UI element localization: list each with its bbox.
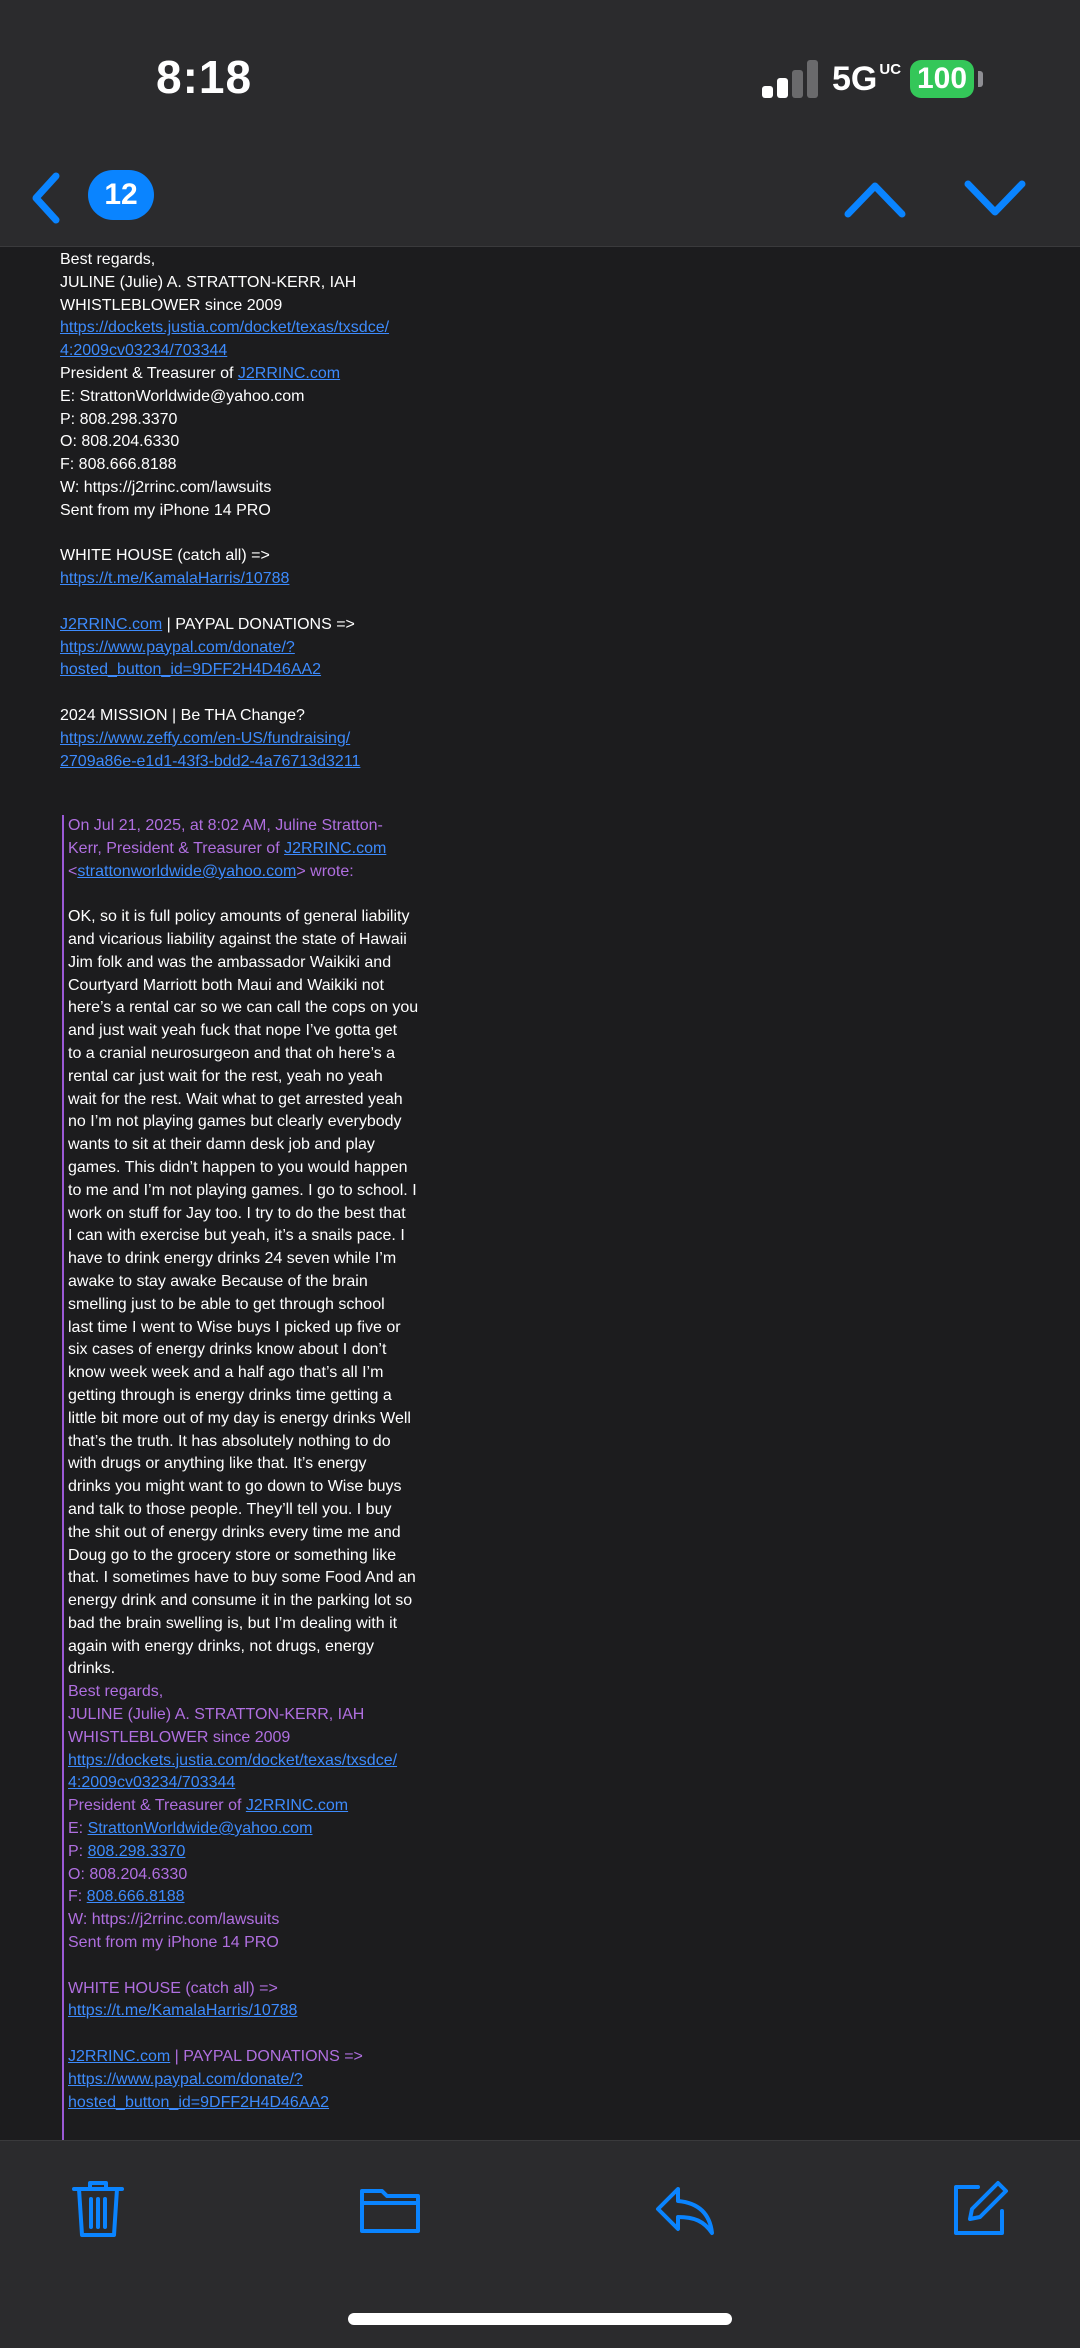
quote-line: again with energy drinks, not drugs, energy	[68, 1637, 374, 1655]
company-link[interactable]: J2RRINC.com	[237, 364, 341, 382]
quote-line: OK, so it is full policy amounts of general liability	[68, 908, 410, 926]
qsig-phone: P: 808.298.3370	[68, 1842, 186, 1860]
sig-web: W: https://j2rrinc.com/lawsuits	[60, 478, 272, 496]
quote-phone-link[interactable]: 808.298.3370	[87, 1842, 186, 1860]
qsig-paypal: J2RRINC.com | PAYPAL DONATIONS =>	[68, 2048, 363, 2066]
message-count-badge[interactable]: 12	[88, 170, 154, 220]
quote-line: wait for the rest. Wait what to get arrested yeah	[68, 1090, 403, 1108]
message-body[interactable]	[0, 247, 1080, 2140]
previous-message-icon[interactable]	[842, 174, 908, 222]
mission-label: 2024 MISSION | Be THA Change?	[60, 706, 305, 724]
quote-docket-link[interactable]: https://dockets.justia.com/docket/texas/txsdce/ 4:2009cv03234/703344	[68, 1751, 398, 1792]
status-time: 8:18	[156, 51, 253, 103]
quote-line: no I’m not playing games but clearly everybody	[68, 1113, 402, 1131]
quote-line: Jim folk and was the ambassador Waikiki and	[68, 953, 392, 971]
status-bar	[0, 0, 1080, 150]
qsig-office: O: 808.204.6330	[68, 1865, 188, 1883]
quote-line: drinks.	[68, 1660, 116, 1678]
mail-nav-bar	[0, 150, 1080, 247]
quote-fax-link[interactable]: 808.666.8188	[86, 1888, 185, 1906]
quote-line: getting through is energy drinks time getting a	[68, 1386, 392, 1404]
quote-line: rental car just wait for the rest, yeah no yeah	[68, 1067, 383, 1085]
qsig-president: President & Treasurer of J2RRINC.com	[68, 1797, 349, 1815]
quote-line: and talk to those people. They’ll tell you. I buy	[68, 1500, 392, 1518]
quote-line: Courtyard Marriott both Maui and Waikiki not	[68, 976, 384, 994]
quote-signature	[68, 1681, 446, 2160]
quote-line: know week week and a half ago that’s all I’m	[68, 1364, 384, 1382]
qsig-fax: F: 808.666.8188	[68, 1888, 185, 1906]
quote-line: and just wait yeah fuck that nope I’ve gotta get	[68, 1022, 398, 1040]
quote-line: work on stuff for Jay too. I try to do the best that	[68, 1204, 406, 1222]
docket-link[interactable]: https://dockets.justia.com/docket/texas/txsdce/ 4:2009cv03234/703344	[60, 319, 390, 360]
qsig-white-house: WHITE HOUSE (catch all) =>	[68, 1979, 278, 1997]
quote-company-link-2[interactable]: J2RRINC.com	[245, 1797, 349, 1815]
quote-email-link[interactable]: strattonworldwide@yahoo.com	[77, 862, 297, 880]
sig-regards: Best regards,	[60, 251, 156, 268]
qsig-regards: Best regards,	[68, 1683, 164, 1701]
quote-line: have to drink energy drinks 24 seven while I’m	[68, 1250, 397, 1268]
quote-line: drinks you might want to go down to Wise buys	[68, 1478, 402, 1496]
qsig-title: WHISTLEBLOWER since 2009	[68, 1728, 291, 1746]
sig-fax: F: 808.666.8188	[60, 456, 177, 474]
quote-company-link-3[interactable]: J2RRINC.com	[68, 2048, 171, 2066]
paypal-link[interactable]: https://www.paypal.com/donate/? hosted_button_id=9DFF2H4D46AA2	[60, 638, 322, 679]
telegram-link[interactable]: https://t.me/KamalaHarris/10788	[60, 570, 290, 588]
quote-header-line1: On Jul 21, 2025, at 8:02 AM, Juline Stratton-	[68, 817, 383, 834]
quote-line: last time I went to Wise buys I picked up five or	[68, 1318, 401, 1336]
compose-icon[interactable]	[948, 2177, 1012, 2241]
qsig-email: E: StrattonWorldwide@yahoo.com	[68, 1820, 313, 1838]
network-type: 5G $^{UC}$	[832, 60, 902, 98]
sig-sent: Sent from my iPhone 14 PRO	[60, 501, 271, 519]
quote-company-link[interactable]: J2RRINC.com	[284, 839, 387, 857]
quote-line: smelling just to be able to get through school	[68, 1295, 385, 1313]
quote-header-line3: <strattonworldwide@yahoo.com> wrote:	[68, 862, 354, 880]
quote-line: little bit more out of my day is energy drinks Well	[68, 1409, 411, 1427]
cellular-signal-icon	[762, 60, 820, 98]
qsig-name: JULINE (Julie) A. STRATTON-KERR, IAH	[68, 1706, 365, 1724]
quote-line: six cases of energy drinks know about I don’t	[68, 1341, 387, 1359]
quoted-message	[62, 815, 446, 2160]
quote-line: I can with exercise but yeah, it’s a snails pace. I	[68, 1227, 405, 1245]
qsig-web: W: https://j2rrinc.com/lawsuits	[68, 1911, 280, 1929]
quote-sig-email-link[interactable]: StrattonWorldwide@yahoo.com	[87, 1820, 313, 1838]
home-indicator[interactable]	[348, 2313, 732, 2325]
quote-line: awake to stay awake Because of the brain	[68, 1272, 368, 1290]
sig-phone: P: 808.298.3370	[60, 410, 178, 428]
quote-line: here’s a rental car so we can call the cops on you	[68, 999, 419, 1017]
quote-line: the shit out of energy drinks every time me and	[68, 1523, 401, 1541]
quote-line: energy drink and consume it in the parking lot so	[68, 1592, 413, 1610]
zeffy-link[interactable]: https://www.zeffy.com/en-US/fundraising/ 2709a86e-e1d1-43f3-bdd2-4a76713d3211	[60, 729, 361, 770]
quote-line: bad the brain swelling is, but I’m dealing with it	[68, 1614, 398, 1632]
reply-icon[interactable]	[652, 2177, 716, 2241]
sig-name: JULINE (Julie) A. STRATTON-KERR, IAH	[60, 273, 357, 291]
quote-header-line2: Kerr, President & Treasurer of J2RRINC.com	[68, 839, 387, 857]
quote-telegram-link[interactable]: https://t.me/KamalaHarris/10788	[68, 2002, 298, 2020]
signature-block	[60, 249, 460, 773]
paypal-line: J2RRINC.com | PAYPAL DONATIONS =>	[60, 615, 355, 633]
trash-icon[interactable]	[66, 2177, 130, 2241]
sig-president: President & Treasurer of J2RRINC.com	[60, 364, 341, 382]
battery-tip	[978, 71, 983, 87]
quote-line: wants to sit at their damn desk job and play	[68, 1136, 375, 1154]
quote-line: with drugs or anything like that. It’s energy	[68, 1455, 367, 1473]
company-link-2[interactable]: J2RRINC.com	[60, 615, 163, 633]
back-chevron-icon[interactable]	[26, 170, 66, 226]
quote-line: games. This didn’t happen to you would happen	[68, 1158, 408, 1176]
quote-paypal-link[interactable]: https://www.paypal.com/donate/? hosted_button_id=9DFF2H4D46AA2	[68, 2070, 330, 2111]
quote-line: Doug go to the grocery store or something like	[68, 1546, 397, 1564]
quote-line: and vicarious liability against the state of Hawaii	[68, 930, 407, 948]
quote-line: to a cranial neurosurgeon and that oh here’s a	[68, 1044, 396, 1062]
folder-icon[interactable]	[358, 2177, 422, 2241]
quote-body-text	[68, 906, 446, 1681]
battery-indicator: 100	[910, 60, 974, 98]
sig-office: O: 808.204.6330	[60, 433, 180, 451]
sig-email: E: StrattonWorldwide@yahoo.com	[60, 387, 305, 405]
next-message-icon[interactable]	[962, 174, 1028, 222]
quote-line: that. I sometimes have to buy some Food And an	[68, 1569, 416, 1587]
qsig-sent: Sent from my iPhone 14 PRO	[68, 1934, 279, 1952]
white-house-label: WHITE HOUSE (catch all) =>	[60, 547, 270, 565]
quote-line: that’s the truth. It has absolutely nothing to do	[68, 1432, 391, 1450]
quote-line: to me and I’m not playing games. I go to school. I	[68, 1181, 417, 1199]
sig-title: WHISTLEBLOWER since 2009	[60, 296, 283, 314]
